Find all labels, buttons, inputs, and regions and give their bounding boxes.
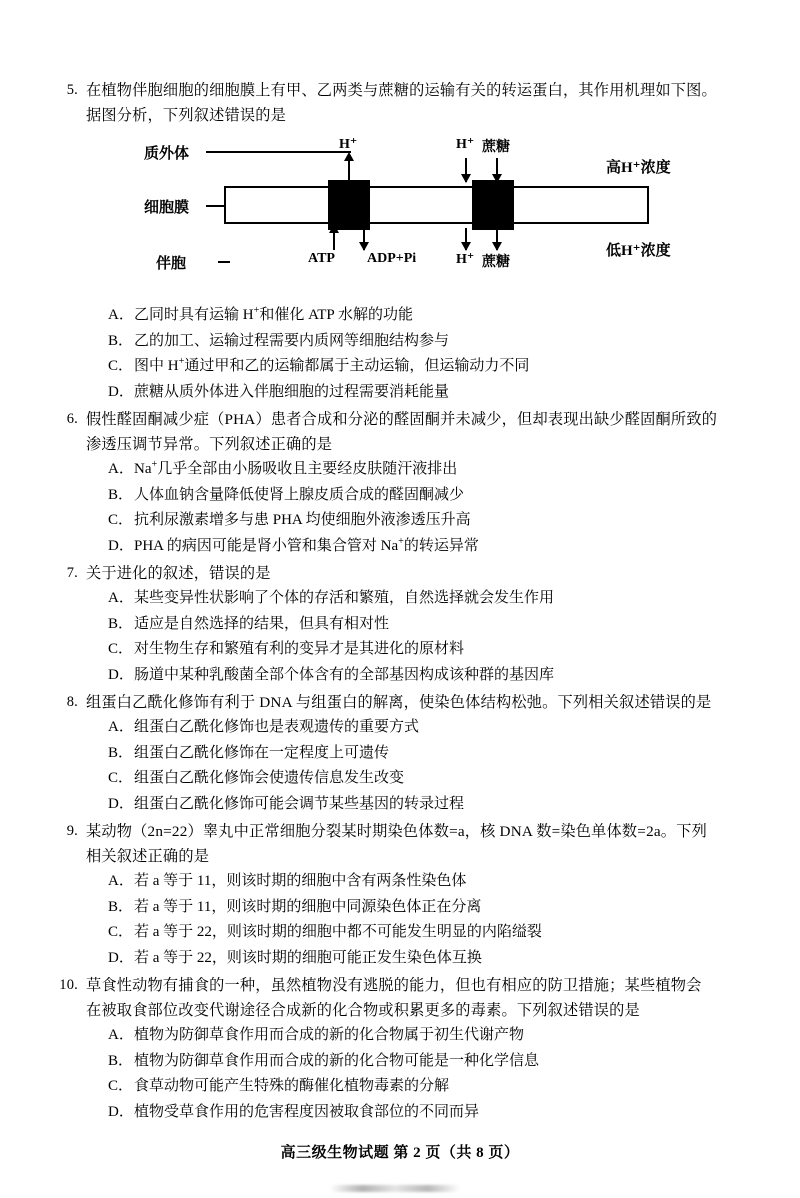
option-row <box>108 869 744 895</box>
option-text: 若 a 等于 22，则该时期的细胞中都不可能发生明显的内陷缢裂 <box>134 924 542 940</box>
option-text: 对生物生存和繁殖有利的变异才是其进化的原材料 <box>134 641 465 657</box>
option-text: 组蛋白乙酰化修饰在一定程度上可遗传 <box>134 744 390 761</box>
question-5-stem-line1 <box>56 78 744 103</box>
option-row <box>108 1074 744 1100</box>
option-row <box>108 303 744 329</box>
annotation-atp: ATP <box>308 251 335 266</box>
label-high-h-concentration: 高H⁺浓度 <box>606 160 671 176</box>
adp-arrow-head <box>359 242 369 251</box>
question-8-stem-text: 组蛋白乙酰化修饰有利于 DNA 与组蛋白的解离，使染色体结构松弛。下列相关叙述错误的是 <box>86 694 712 711</box>
arrow-sucrose-down-top-head <box>492 174 502 183</box>
companion-leader-line <box>218 261 230 263</box>
option-row <box>108 329 744 355</box>
option-row <box>108 380 744 406</box>
atp-arrow-shaft <box>333 230 335 250</box>
option-row <box>108 1100 744 1126</box>
annotation-h-plus-bottom: H⁺ <box>456 252 475 267</box>
option-row <box>108 1049 744 1075</box>
question-9-options <box>108 869 744 971</box>
question-5-stem-text-2: 据图分析，下列叙述错误的是 <box>86 107 287 124</box>
option-letter: D． <box>108 949 134 966</box>
question-5-options <box>108 303 744 405</box>
option-row <box>108 895 744 921</box>
option-row <box>108 534 744 560</box>
option-text: PHA 的病因可能是肾小管和集合管对 Na+的转运异常 <box>134 535 479 554</box>
annotation-h-plus-top-right: H⁺ <box>456 137 475 152</box>
option-letter: C． <box>108 770 134 786</box>
label-apoplast: 质外体 <box>144 146 190 162</box>
option-text: Na+几乎全部由小肠吸收且主要经皮肤随汗液排出 <box>134 459 458 477</box>
option-text: 组蛋白乙酰化修饰会使遗传信息发生改变 <box>134 770 405 786</box>
question-10-stem-line2 <box>56 998 744 1023</box>
arrow-h-up-head <box>344 152 354 161</box>
question-10-options <box>108 1023 744 1125</box>
option-row <box>108 741 744 767</box>
question-7-stem-line1 <box>56 561 744 586</box>
option-row <box>108 663 744 689</box>
option-row <box>108 946 744 972</box>
question-9-stem-line1 <box>56 819 744 844</box>
option-text: 组蛋白乙酰化修饰也是表观遗传的重要方式 <box>134 719 420 735</box>
option-row <box>108 586 744 612</box>
transporter-protein-yi <box>472 180 514 230</box>
option-row <box>108 1023 744 1049</box>
question-6-stem-text: 假性醛固酮减少症（PHA）患者合成和分泌的醛固酮并未减少，但却表现出缺少醛固酮所致的 <box>86 411 718 428</box>
option-row <box>108 508 744 534</box>
option-letter: C． <box>108 358 134 374</box>
question-10-number: 10. <box>59 977 78 993</box>
arrow-h-down-bottom-head <box>461 242 471 251</box>
transport-protein-diagram <box>56 134 744 299</box>
option-letter: D． <box>108 1103 134 1120</box>
option-letter: B． <box>108 486 134 503</box>
option-text: 若 a 等于 11，则该时期的细胞中含有两条性染色体 <box>134 873 467 889</box>
question-9-number: 9. <box>66 823 78 839</box>
option-letter: A． <box>108 1027 134 1043</box>
option-letter: B． <box>108 1052 134 1069</box>
question-10 <box>56 973 744 1125</box>
question-5-number: 5. <box>66 82 78 98</box>
option-text: 若 a 等于 11，则该时期的细胞中同源染色体正在分离 <box>134 898 482 915</box>
option-row <box>108 637 744 663</box>
option-row <box>108 612 744 638</box>
option-text: 乙同时具有运输 H+和催化 ATP 水解的功能 <box>134 305 413 323</box>
annotation-sucrose-top-right: 蔗糖 <box>482 140 510 155</box>
question-6 <box>56 407 744 559</box>
option-letter: A． <box>108 719 134 735</box>
option-text: 蔗糖从质外体进入伴胞细胞的过程需要消耗能量 <box>134 383 450 400</box>
question-7-stem-text: 关于进化的叙述，错误的是 <box>86 565 271 582</box>
option-letter: D． <box>108 666 134 683</box>
annotation-sucrose-bottom: 蔗糖 <box>482 255 510 270</box>
question-7 <box>56 561 744 688</box>
arrow-sucrose-down-bottom-head <box>492 242 502 251</box>
question-5-stem-text: 在植物伴胞细胞的细胞膜上有甲、乙两类与蔗糖的运输有关的转运蛋白，其作用机理如下图。 <box>86 82 717 99</box>
question-6-options <box>108 457 744 559</box>
option-letter: A． <box>108 307 134 323</box>
question-6-stem-line1 <box>56 407 744 432</box>
option-text: 适应是自然选择的结果，但具有相对性 <box>134 615 390 632</box>
question-6-number: 6. <box>66 411 78 427</box>
option-text: 食草动物可能产生特殊的酶催化植物毒素的分解 <box>134 1078 450 1094</box>
option-letter: A． <box>108 461 134 477</box>
option-text: 人体血钠含量降低使肾上腺皮质合成的醛固酮减少 <box>134 486 465 503</box>
option-text: 乙的加工、运输过程需要内质网等细胞结构参与 <box>134 332 450 349</box>
option-letter: D． <box>108 537 134 554</box>
option-text: 植物受草食作用的危害程度因被取食部位的不同而异 <box>134 1103 480 1120</box>
option-row <box>108 483 744 509</box>
option-text: 植物为防御草食作用而合成的新的化合物属于初生代谢产物 <box>134 1027 525 1043</box>
question-5 <box>56 78 744 405</box>
option-row <box>108 715 744 741</box>
option-letter: D． <box>108 795 134 812</box>
label-membrane: 细胞膜 <box>144 200 190 216</box>
question-10-stem-text: 草食性动物有捕食的一种，虽然植物没有逃脱的能力，但也有相应的防卫措施；某些植物会 <box>86 977 702 994</box>
option-letter: C． <box>108 641 134 657</box>
question-9 <box>56 819 744 971</box>
option-letter: A． <box>108 590 134 606</box>
question-9-stem-line2 <box>56 844 744 869</box>
label-low-h-concentration: 低H⁺浓度 <box>606 243 671 259</box>
arrow-h-up-shaft <box>348 158 350 184</box>
membrane-band <box>224 186 649 224</box>
transporter-protein-jia <box>328 180 370 230</box>
scan-artifact <box>330 1185 460 1192</box>
question-10-stem-text-2: 在被取食部位改变代谢途径合成新的化合物或积累更多的毒素。下列叙述错误的是 <box>86 1002 640 1019</box>
option-text: 肠道中某种乳酸菌全部个体含有的全部基因构成该种群的基因库 <box>134 666 555 683</box>
apoplast-leader-line <box>206 151 351 153</box>
option-text: 若 a 等于 22，则该时期的细胞可能正发生染色体互换 <box>134 949 482 966</box>
question-7-number: 7. <box>66 565 78 581</box>
option-text: 抗利尿激素增多与患 PHA 均使细胞外液渗透压升高 <box>134 512 471 528</box>
option-letter: B． <box>108 332 134 349</box>
question-7-options <box>108 586 744 688</box>
option-row <box>108 792 744 818</box>
page-footer: 高三级生物试题 第 2 页（共 8 页） <box>280 1145 520 1161</box>
option-letter: C． <box>108 512 134 528</box>
option-row <box>108 766 744 792</box>
option-row <box>108 920 744 946</box>
label-companion-cell: 伴胞 <box>156 256 187 272</box>
question-8 <box>56 690 744 817</box>
question-9-stem-text-2: 相关叙述正确的是 <box>86 848 210 865</box>
option-text: 某些变异性状影响了个体的存活和繁殖，自然选择就会发生作用 <box>134 590 555 606</box>
annotation-h-plus-top-left: H⁺ <box>339 137 358 152</box>
option-row <box>108 457 744 483</box>
annotation-adp-pi: ADP+Pi <box>367 251 417 266</box>
atp-arrow-head <box>329 224 339 233</box>
membrane-leader-line <box>206 205 224 207</box>
option-text: 植物为防御草食作用而合成的新的化合物可能是一种化学信息 <box>134 1052 540 1069</box>
question-8-stem-line1 <box>56 690 744 715</box>
question-9-stem-text: 某动物（2n=22）睾丸中正常细胞分裂某时期染色体数=a，核 DNA 数=染色单体数=2a。下列 <box>86 823 707 840</box>
option-letter: B． <box>108 744 134 761</box>
option-letter: C． <box>108 924 134 940</box>
question-10-stem-line1 <box>56 973 744 998</box>
question-6-stem-text-2: 渗透压调节异常。下列叙述正确的是 <box>86 436 333 453</box>
question-8-number: 8. <box>66 694 78 710</box>
option-letter: D． <box>108 383 134 400</box>
option-row <box>108 354 744 380</box>
option-letter: B． <box>108 898 134 915</box>
option-letter: A． <box>108 873 134 889</box>
option-letter: B． <box>108 615 134 632</box>
option-letter: C． <box>108 1078 134 1094</box>
question-5-stem-line2 <box>56 103 744 128</box>
option-text: 组蛋白乙酰化修饰可能会调节某些基因的转录过程 <box>134 795 465 812</box>
option-text: 图中 H+通过甲和乙的运输都属于主动运输，但运输动力不同 <box>134 356 530 374</box>
arrow-h-down-top-head <box>461 174 471 183</box>
question-6-stem-line2 <box>56 432 744 457</box>
question-8-options <box>108 715 744 817</box>
